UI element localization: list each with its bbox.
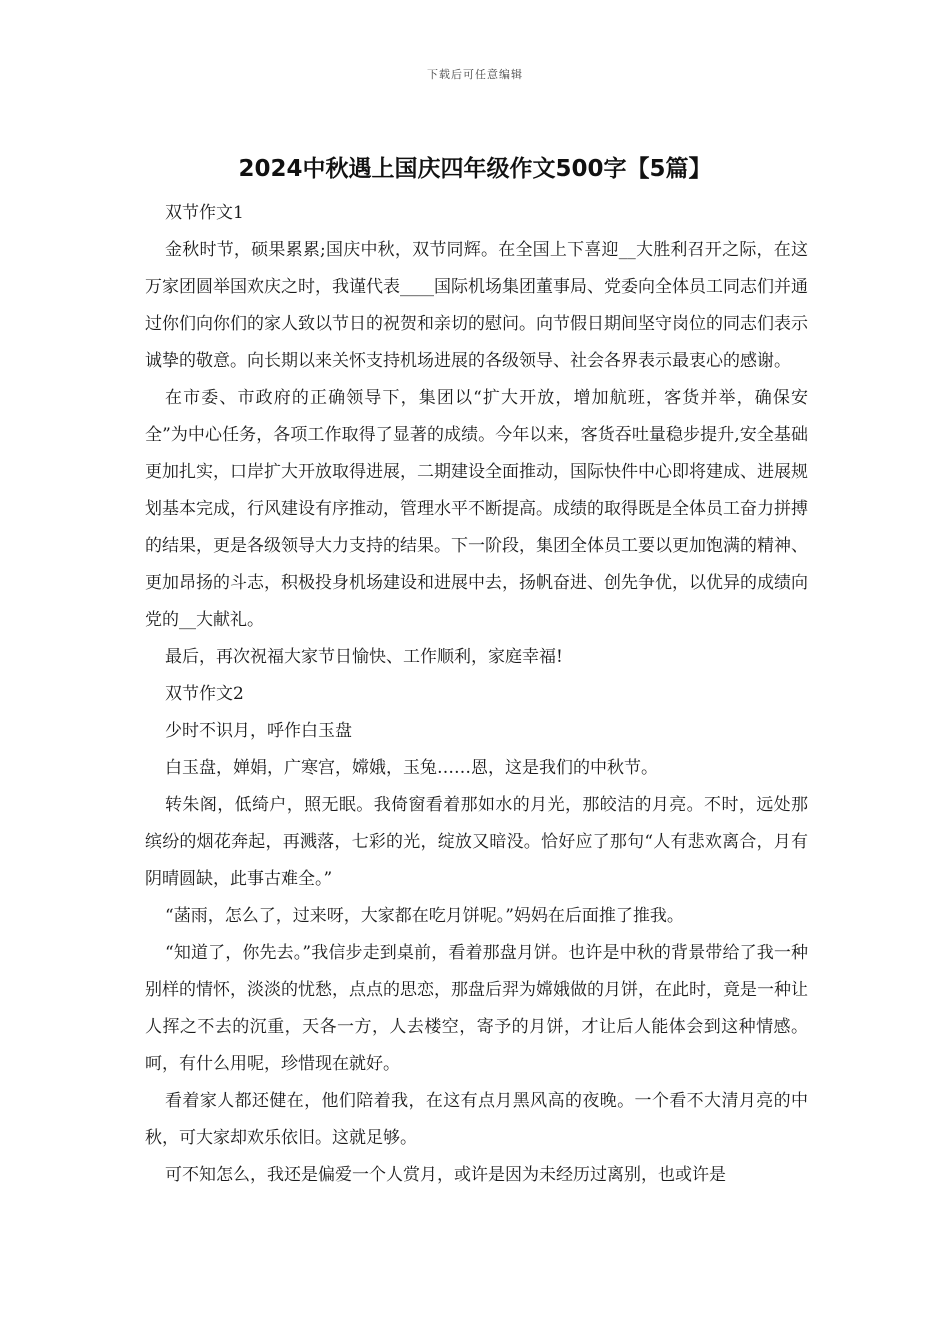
paragraph: “菡雨，怎么了，过来呀，大家都在吃月饼呢。”妈妈在后面推了推我。 <box>165 906 684 926</box>
document-title: 2024中秋遇上国庆四年级作文500字【5篇】 <box>238 156 712 182</box>
section-heading-1: 双节作文1 <box>165 203 244 223</box>
page-header: 下载后可任意编辑 <box>427 68 523 81</box>
paragraph: 少时不识月，呼作白玉盘 <box>165 721 353 741</box>
document-body <box>145 195 808 1194</box>
paragraph: 最后，再次祝福大家节日愉快、工作顺利，家庭幸福! <box>165 647 563 667</box>
paragraph: “知道了，你先去。”我信步走到桌前，看着那盘月饼。也许是中秋的背景带给了我一种别样的情怀，淡淡的忧愁，点点的思恋，那盘后羿为嫦娥做的月饼，在此时，竟是一种让人挥之不去的沉重，天各一方，人去楼空，寄予的月饼，才让后人能体会到这种情感。呵，有什么用呢，珍惜现在就好。 <box>145 943 808 1074</box>
paragraph: 可不知怎么，我还是偏爱一个人赏月，或许是因为未经历过离别，也或许是 <box>165 1165 727 1185</box>
paragraph: 金秋时节，硕果累累;国庆中秋，双节同辉。在全国上下喜迎__大胜利召开之际，在这万家团圆举国欢庆之时，我谨代表____国际机场集团董事局、党委向全体员工同志们并通过你们向你们的家人致以节日的祝贺和亲切的慰问。向节假日期间坚守岗位的同志们表示诚挚的敬意。向长期以来关怀支持机场进展的各级领导、社会各界表示最衷心的感谢。 <box>145 240 808 371</box>
paragraph: 在市委、市政府的正确领导下，集团以“扩大开放，增加航班，客货并举，确保安全”为中心任务，各项工作取得了显著的成绩。今年以来，客货吞吐量稳步提升,安全基础更加扎实，口岸扩大开放取得进展，二期建设全面推动，国际快件中心即将建成、进展规划基本完成，行风建设有序推动，管理水平不断提高。成绩的取得既是全体员工奋力拼搏的结果，更是各级领导大力支持的结果。下一阶段，集团全体员工要以更加饱满的精神、更加昂扬的斗志，积极投身机场建设和进展中去，扬帆奋进、创先争优，以优异的成绩向党的__大献礼。 <box>145 388 808 630</box>
paragraph: 转朱阁，低绮户，照无眠。我倚窗看着那如水的月光，那皎洁的月亮。不时，远处那缤纷的烟花奔起，再溅落，七彩的光，绽放又暗没。恰好应了那句“人有悲欢离合，月有阴晴圆缺，此事古难全。” <box>145 795 808 889</box>
section-heading-2: 双节作文2 <box>165 684 244 704</box>
paragraph: 白玉盘，婵娟，广寒宫，嫦娥，玉兔……恩，这是我们的中秋节。 <box>165 758 659 778</box>
paragraph: 看着家人都还健在，他们陪着我，在这有点月黑风高的夜晚。一个看不大清月亮的中秋，可大家却欢乐依旧。这就足够。 <box>145 1091 808 1148</box>
